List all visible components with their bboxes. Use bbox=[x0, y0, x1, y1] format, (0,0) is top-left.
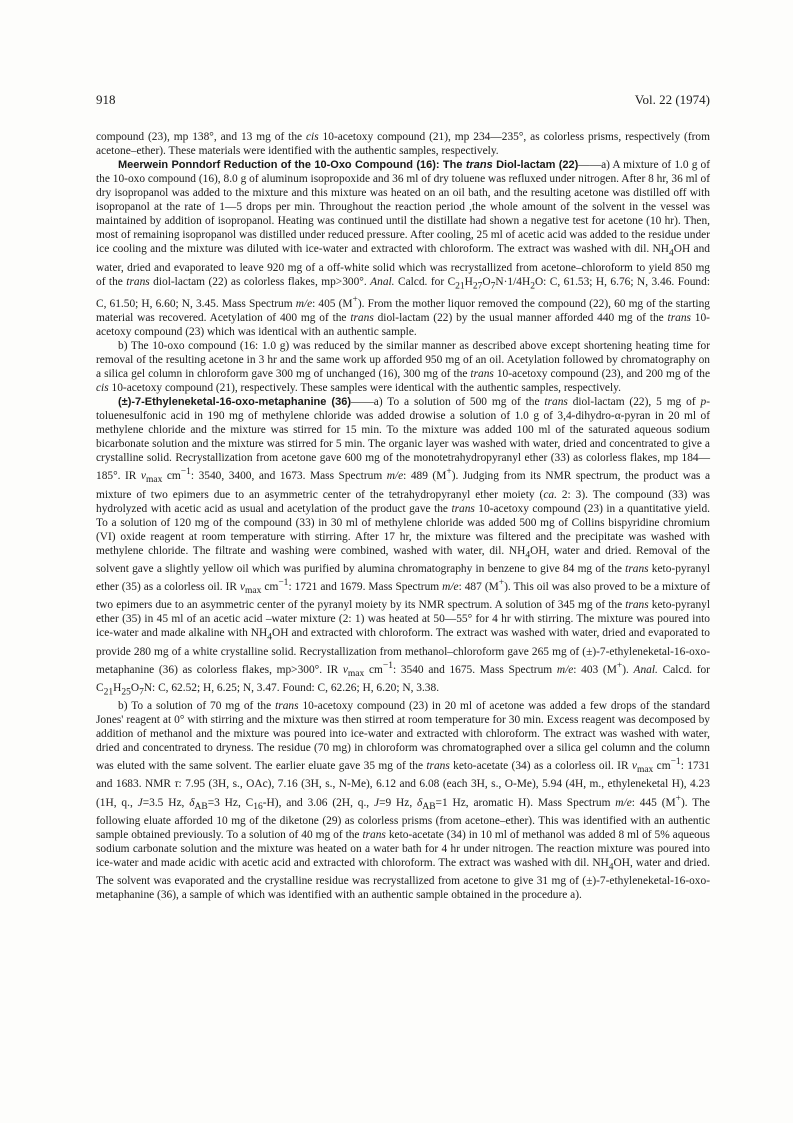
page-header bbox=[96, 92, 710, 112]
paragraph-continuation: compound (23), mp 138°, and 13 mg of the cis 10-acetoxy compound (21), mp 234—235°, as colorless prisms, respectively (from acetone–ether). These materials were identified with the authentic samples, respectively. bbox=[96, 131, 710, 158]
paragraph-ethyleneketal-a: (±)-7-Ethyleneketal-16-oxo-metaphanine (36)——a) To a solution of 500 mg of the trans diol-lactam (22), 5 mg of p-toluenesulfonic acid in 190 mg of methylene chloride was added drowise a solution of 1.0 g of 3,4-dihydro-α-pyran in 20 ml of methylene chloride and the mixture was stirred for 15 min. To the mixture was added 100 ml of the saturated aqueous sodium bicarbonate solution and the mixture was stirred for 5 min. The organic layer was washed with water, dried and concentrated to give a crystalline solid. Recrystallization from acetone gave 600 mg of the monotetrahydropyranyl ether (33) as colorless flakes, mp 184—185°. IR $\nu_{max}$ $cm^{-1}$: 3540, 3400, and 1673. Mass Spectrum m/e: 489 (M+). Judging from its NMR spectrum, the product was a mixture of two epimers due to an asymmetric center of the tetrahydropyranyl ether moiety (ca. 2: 3). The compound (33) was hydrolyzed with acetic acid as usual and acetylation of the product gave the trans 10-acetoxy compound (23) in a quantitative yield. To a solution of 120 mg of the compound (33) in 30 ml of methylene chloride was added 500 mg of Collins bispyridine chromium (VI) oxide reagent at room temperature with stirring. After 17 hr, the mixture was filtered and the precipitate was washed with methylene chloride. The filtrate and washing were combined, washed with water, dil. $NH_4OH$, water and dried. Removal of the solvent gave a slightly yellow oil which was purified by alumina chromatography in benzene to give 84 mg of the trans keto-pyranyl ether (35) as a colorless oil. IR $\nu_{max}$ $cm^{-1}$: 1721 and 1679. Mass Spectrum m/e: 487 (M+). This oil was also proved to be a mixture of two epimers due to an asymmetric center of the pyranyl moiety by its NMR spectrum. A solution of 345 mg of the trans keto-pyranyl ether (35) in 45 ml of an acetic acid –water mixture (2: 1) was heated at 50—55° for 4 hr with stirring. The mixture was poured into ice-water and made alkaline with $NH_4OH$ and extracted with chloroform. The extract was washed with water, dried and evaporated to provide 280 mg of a white crystalline solid. Recrystallization from methanol–chloroform gave 265 mg of (±)-7-ethyleneketal-16-oxo-metaphanine (36) as colorless flakes, mp>300°. IR $\nu_{max}$ $cm^{-1}$: 3540 and 1675. Mass Spectrum m/e: 403 (M+). Anal. Calcd. for $C_{21}H_{25}O_7N$: C, 62.52; H, 6.25; N, 3.47. Found: C, 62.26; H, 6.20; N, 3.38. bbox=[96, 396, 711, 698]
paragraph-ethyleneketal-b: b) To a solution of 70 mg of the trans 10-acetoxy compound (23) in 20 ml of acetone was added a few drops of the standard Jones' reagent at 0° with stirring and the mixture was then stirred at room temperature for 30 min. Excess reagent was decomposed by addition of methanol and the mixture was poured into ice-water and extracted with chloroform. The extract was washed with water, dried and concentrated to dryness. The residue (70 mg) in chloroform was chromatographed over a silica gel column and the column was eluted with the same solvent. The earlier eluate gave 35 mg of the trans keto-acetate (34) as a colorless oil. IR $\nu_{max}$ $cm^{-1}$: 1731 and 1683. NMR τ: 7.95 (3H, s., OAc), 7.16 (3H, s., N-Me), 6.12 and 6.08 (each 3H, s., O-Me), 5.94 (4H, m., ethyleneketal H), 4.23 (1H, q., J=3.5 Hz, $\delta_{AB}=3$ Hz, $C_{16}-H$), and 3.06 (2H, q., J=9 Hz, $\delta_{AB}=1$ Hz, aromatic H). Mass Spectrum m/e: 445 (M+). The following eluate afforded 10 mg of the diketone (29) as colorless prisms (from acetone–ether). This was identified with an authentic sample obtained previously. To a solution of 40 mg of the trans keto-acetate (34) in 10 ml of methanol was added 8 ml of 5% aqueous sodium carbonate solution and the mixture was heated on a water bath for 4 hr under nitrogen. The reaction mixture was poured into ice-water and made acidic with acetic acid and extracted with chloroform. The extract was washed with dil. $NH_4OH$, water and dried. The solvent was evaporated and the crystalline residue was recrystallized from acetone to give 31 mg of (±)-7-ethyleneketal-16-oxo-metaphanine (36), a sample of which was identified with an authentic sample obtained in the procedure a). bbox=[96, 700, 710, 902]
paragraph-meerwein-reduction: Meerwein Ponndorf Reduction of the 10-Oxo Compound (16): The trans Diol-lactam (22)——a) A mixture of 1.0 g of the 10-oxo compound (16), 8.0 g of aluminum isopropoxide and 36 ml of dry toluene was refluxed under nitrogen. After 8 hr, 36 ml of dry isopropanol was added to the mixture and this mixture was heated on an oil bath, and the resulting acetone was distilled off with isopropanol at the rate of 1—5 drops per min. Throughout the reaction period ,the whole amount of the solvent in the vessel was maintained by addition of isopropanol. Heating was continued until the distillate had shown a negative test for acetone (10 hr). Then, most of remaining isopropanol was distilled under reduced pressure. After cooling, 25 ml of acetic acid was added to the residue under ice cooling and the mixture was diluted with ice-water and extracted with chloroform. The extract was washed with dil. $NH_4OH$ and water, dried and evaporated to leave 920 mg of a off-white solid which was recrystallized from acetone–chloroform to yield 850 mg of the trans diol-lactam (22) as colorless flakes, mp>300°. Anal. Calcd. for $C_{21}H_{27}O_7N\cdot 1/4H_2O$: C, 61.53; H, 6.76; N, 3.46. Found: C, 61.50; H, 6.60; N, 3.45. Mass Spectrum m/e: 405 (M+). From the mother liquor removed the compound (22), 60 mg of the starting material was recovered. Acetylation of 400 mg of the trans diol-lactam (22) by the usual manner afforded 440 mg of the trans 10-acetoxy compound (23) which was identical with an authentic sample. bbox=[96, 159, 711, 338]
article-body bbox=[96, 130, 710, 902]
page-number: 918 bbox=[96, 92, 116, 107]
paragraph-reduction-b: b) The 10-oxo compound (16: 1.0 g) was reduced by the similar manner as described above except shortening heating time for removal of the resulting acetone in 3 hr and the same work up afforded 950 mg of an oil. Acetylation followed by chromatography on a silica gel column in chloroform gave 300 mg of unchanged (16), 300 mg of the trans 10-acetoxy compound (23), and 200 mg of the cis 10-acetoxy compound (21), respectively. These samples were identical with the authentic samples, respectively. bbox=[96, 340, 710, 395]
volume-label: Vol. 22 (1974) bbox=[634, 92, 710, 107]
